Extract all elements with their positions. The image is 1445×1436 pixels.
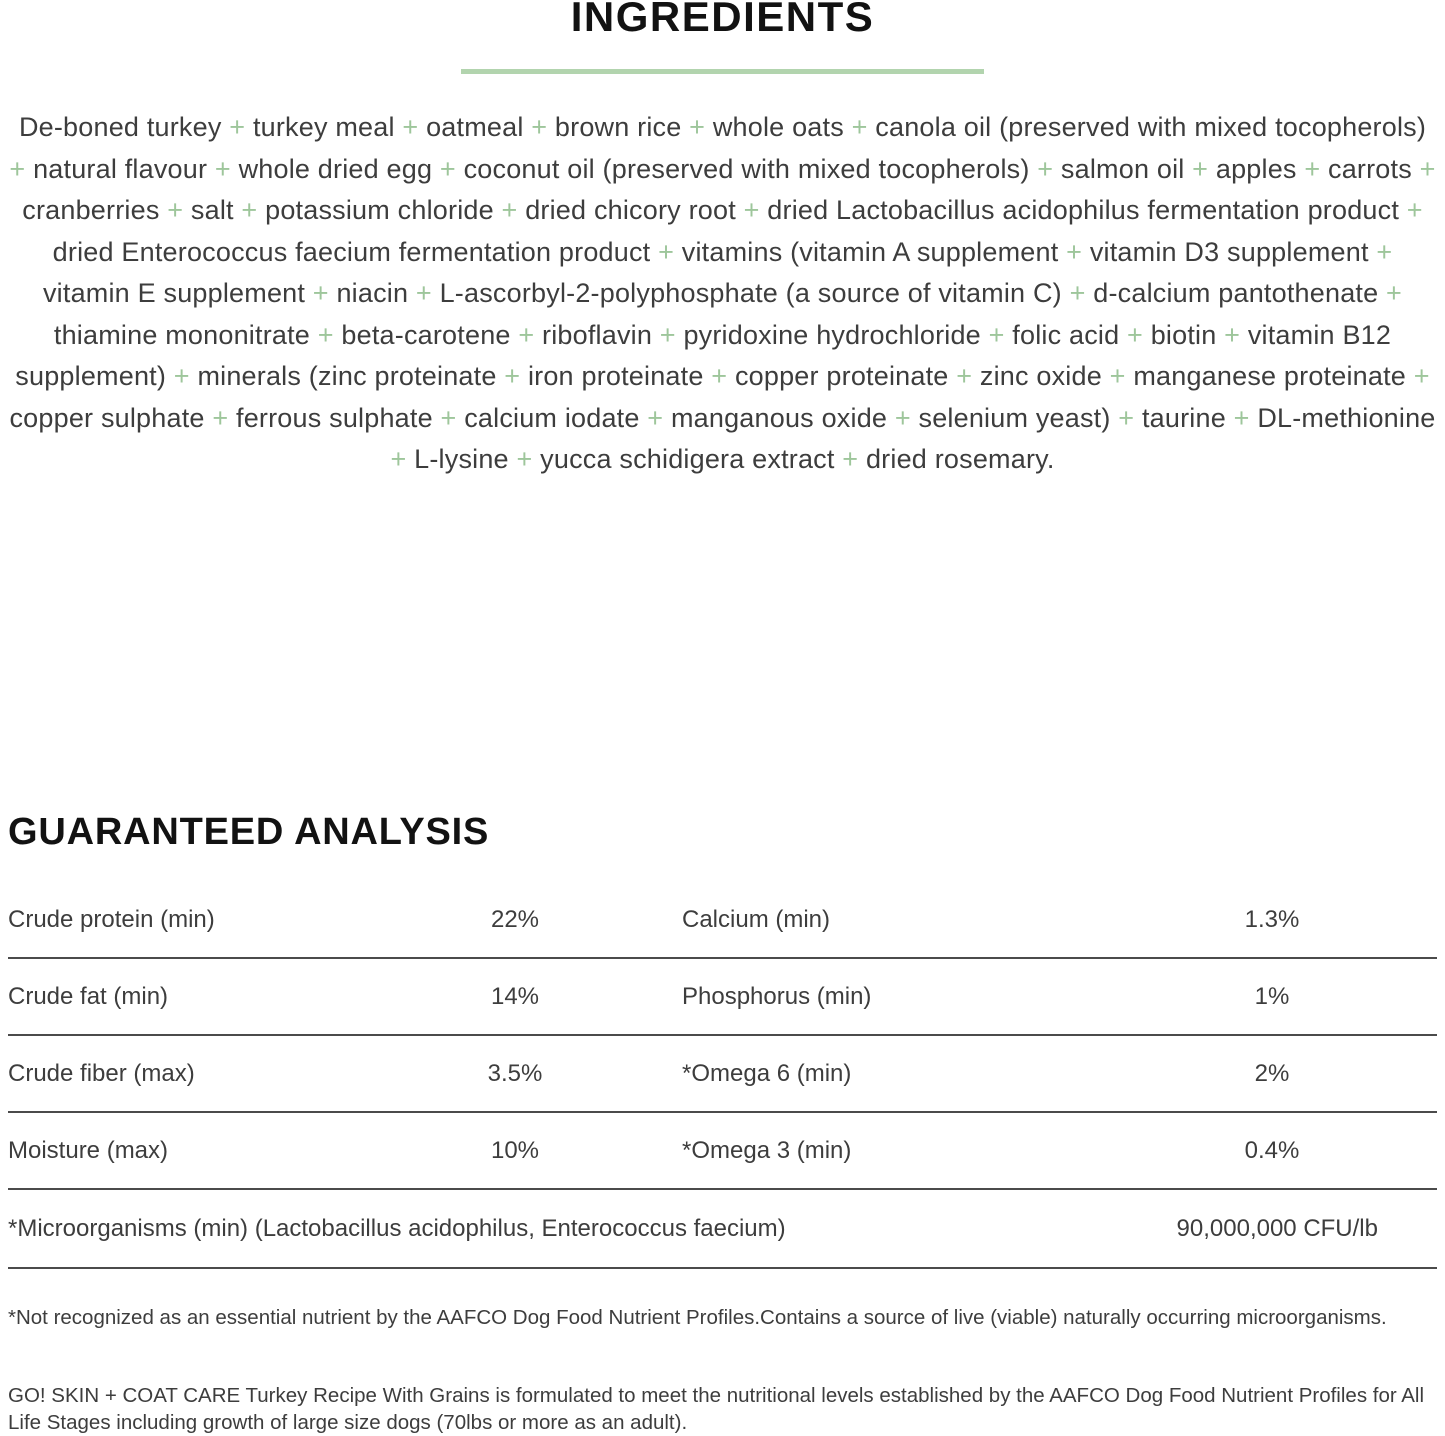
plus-separator-icon: + [650,236,682,267]
plus-separator-icon: + [159,195,191,225]
plus-separator-icon: + [1110,402,1142,433]
analysis-right-value: 1% [1254,982,1290,1010]
plus-separator-icon: + [310,319,342,350]
analysis-right-label: Calcium (min) [682,905,831,933]
plus-separator-icon: + [432,153,464,184]
microorganisms-row [8,1190,1437,1269]
ingredients-title: INGREDIENTS [570,0,875,40]
plus-separator-icon: + [207,153,239,184]
analysis-left-label: Moisture (max) [8,1136,169,1164]
analysis-row [8,959,1437,1036]
analysis-left-label: Crude fiber (max) [8,1059,195,1087]
green-divider-rule [461,69,984,74]
footnote-aafco-nutrient: *Not recognized as an essential nutrient by the AAFCO Dog Food Nutrient Profiles.Contains a source of live (viable) naturally occurring microorganisms. [8,1306,1387,1329]
plus-separator-icon: + [496,361,528,391]
plus-separator-icon: + [843,112,876,142]
analysis-left-value: 3.5% [487,1059,543,1087]
analysis-row [8,882,1437,959]
plus-separator-icon: + [1296,153,1328,184]
plus-separator-icon: + [166,361,198,391]
footnote-formulation-statement: GO! SKIN + COAT CARE Turkey Recipe With Grains is formulated to meet the nutritional levels established by the AAFCO Dog Food Nutrient Profiles for All Life Stages including growth of large size dogs (70lbs or more as an adult). [8,1384,1425,1434]
plus-separator-icon: + [233,195,266,225]
plus-separator-icon: + [394,112,427,142]
plus-separator-icon: + [9,153,34,184]
analysis-left-label: Crude protein (min) [8,905,215,933]
analysis-left-value: 10% [490,1136,540,1164]
analysis-left-value: 22% [490,905,540,933]
plus-separator-icon: + [305,278,337,308]
plus-separator-icon: + [1399,195,1423,225]
analysis-left-value: 14% [490,982,540,1010]
analysis-row [8,1113,1437,1190]
plus-separator-icon: + [1406,361,1430,391]
plus-separator-icon: + [204,402,236,433]
plus-separator-icon: + [1029,153,1061,184]
plus-separator-icon: + [639,402,671,433]
plus-separator-icon: + [735,195,768,225]
plus-separator-icon: + [834,444,866,474]
plus-separator-icon: + [703,361,735,391]
microorganisms-label: *Microorganisms (min) (Lactobacillus acidophilus, Enterococcus faecium) [8,1214,786,1242]
plus-separator-icon: + [508,444,541,474]
analysis-right-value: 2% [1254,1059,1290,1087]
plus-separator-icon: + [980,319,1013,350]
plus-separator-icon: + [390,444,415,474]
guaranteed-analysis-title: GUARANTEED ANALYSIS [8,811,490,853]
analysis-row [8,1036,1437,1113]
plus-separator-icon: + [1119,319,1151,350]
plus-separator-icon: + [1058,236,1090,267]
plus-separator-icon: + [408,278,440,308]
analysis-left-label: Crude fat (min) [8,982,169,1010]
plus-separator-icon: + [948,361,980,391]
plus-separator-icon: + [887,402,919,433]
analysis-right-value: 1.3% [1244,905,1300,933]
ingredients-text: De-boned turkey + turkey meal + oatmeal + brown rice + whole oats + canola oil (preserved with mixed tocopherols) + natural flavour + whole dried egg + coconut oil (preserved with mixed tocopherols) + salmon oil + apples + carrots + cranberries + salt + potassium chloride + dried chicory root + dried Lactobacillus acidophilus fermentation product + dried Enterococcus faecium fermentation product + vitamins (vitamin A supplement + vitamin D3 supplement + vitamin E supplement + niacin + L-ascorbyl-2-polyphosphate (a source of vitamin C) + d-calcium pantothenate + thiamine mononitrate + beta-carotene + riboflavin + pyridoxine hydrochloride + folic acid + biotin + vitamin B12 supplement) + minerals (zinc proteinate + iron proteinate + copper proteinate + zinc oxide + manganese proteinate + copper sulphate + ferrous sulphate + calcium iodate + manganous oxide + selenium yeast) + taurine + DL-methionine + L-lysine + yucca schidigera extract + dried rosemary. [9,112,1436,474]
plus-separator-icon: + [1101,361,1134,391]
plus-separator-icon: + [652,319,684,350]
plus-separator-icon: + [1368,236,1393,267]
plus-separator-icon: + [1378,278,1403,308]
plus-separator-icon: + [510,319,542,350]
plus-separator-icon: + [1411,153,1436,184]
plus-separator-icon: + [1225,402,1258,433]
plus-separator-icon: + [432,402,465,433]
plus-separator-icon: + [493,195,526,225]
plus-separator-icon: + [681,112,713,142]
microorganisms-value: 90,000,000 CFU/lb [1176,1214,1378,1242]
analysis-right-label: *Omega 3 (min) [682,1136,852,1164]
plus-separator-icon: + [221,112,253,142]
plus-separator-icon: + [1184,153,1216,184]
guaranteed-analysis-table [8,882,1437,1269]
analysis-right-label: Phosphorus (min) [682,982,872,1010]
analysis-right-value: 0.4% [1244,1136,1300,1164]
plus-separator-icon: + [1216,319,1248,350]
plus-separator-icon: + [1061,278,1094,308]
analysis-right-label: *Omega 6 (min) [682,1059,852,1087]
plus-separator-icon: + [523,112,555,142]
